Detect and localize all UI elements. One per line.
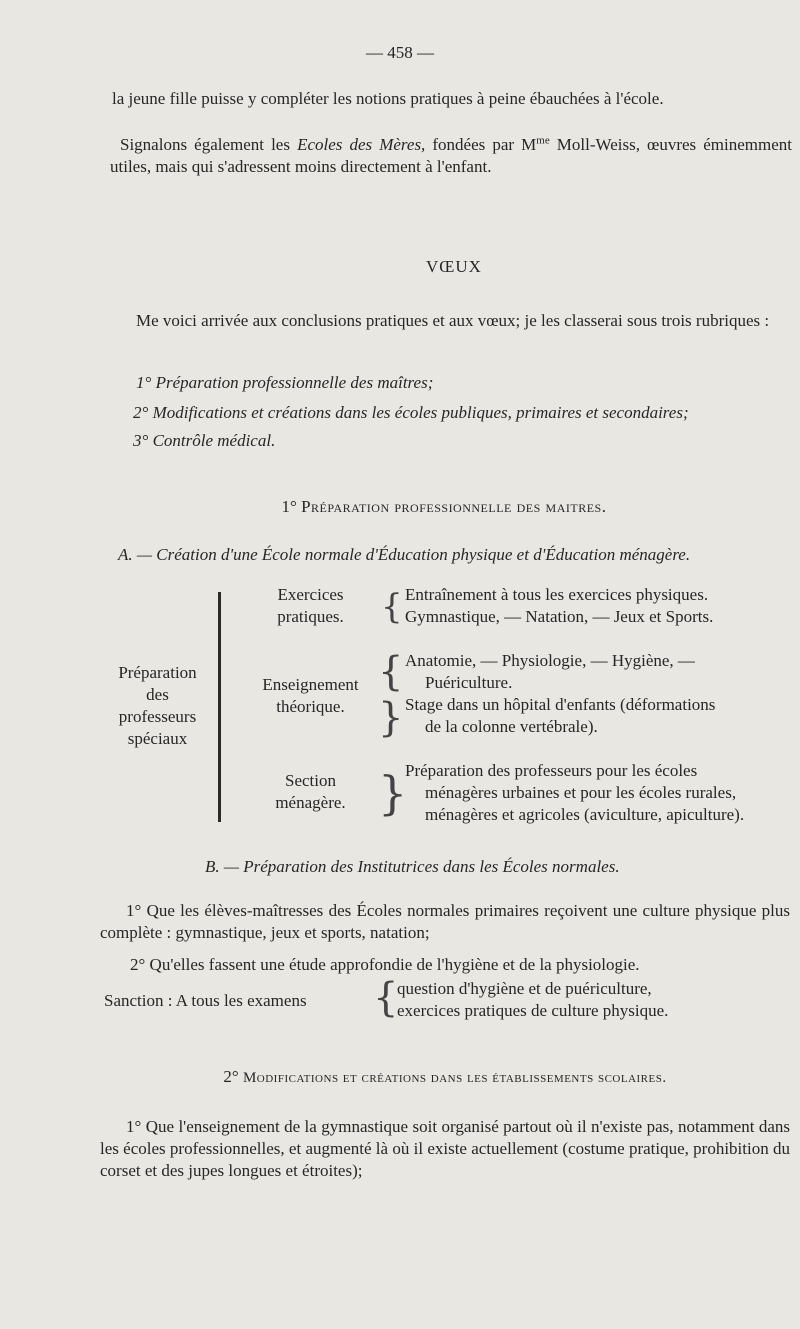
- row2-label: [248, 674, 373, 718]
- left-label-line-2: des: [146, 685, 169, 704]
- row2-item-1: Anatomie, — Physiologie, — Hygiène, —: [405, 651, 695, 670]
- table-left-label: [100, 662, 215, 750]
- row3-label-line-2: ménagère.: [275, 793, 346, 812]
- row3-item-3: ménagères et agricoles (aviculture, apiculture).: [425, 805, 745, 824]
- section1-heading: [0, 496, 800, 518]
- sanction-items: [397, 978, 777, 1022]
- b-paragraph-2: 2° Qu'elles fassent une étude approfondie de l'hygiène et de la physiologie.: [130, 955, 640, 974]
- row3-brace: }: [378, 766, 408, 820]
- row2-brace-top: {: [378, 649, 404, 695]
- row2-item-2: Puériculture.: [425, 673, 513, 692]
- section2-heading: [0, 1066, 800, 1089]
- intro-paragraph-1: la jeune fille puisse y compléter les notions pratiques à peine ébauchées à l'école.: [112, 89, 664, 108]
- sanction-item-2: exercices pratiques de culture physique.: [397, 1001, 669, 1020]
- row1-item-1: Entraînement à tous les exercices physiques.: [405, 585, 709, 604]
- row3-items: [405, 760, 790, 826]
- row1-brace: {: [381, 587, 403, 627]
- left-label-line-4: spéciaux: [127, 729, 188, 748]
- sanction-brace: {: [373, 975, 399, 1021]
- row2-items: [405, 650, 790, 738]
- voeux-heading: VŒUX: [426, 257, 482, 276]
- intro-paragraph-2: [110, 134, 792, 178]
- intro-p2-sup: me: [536, 134, 550, 147]
- voeux-item-1: [136, 372, 433, 394]
- row2-brace-bottom: }: [378, 695, 404, 741]
- row1-item-2: Gymnastique, — Natation, — Jeux et Sports.: [405, 607, 714, 626]
- intro-p2-start: Signalons également les: [120, 135, 298, 154]
- row2-label-line-2: théorique.: [276, 697, 345, 716]
- voeux-item-2-text: Modifications et créations dans les écoles publiques, primaires et secondaires;: [152, 403, 689, 422]
- sanction-label: Sanction : A tous les examens: [104, 991, 307, 1010]
- voeux-item-1-num: 1°: [136, 373, 152, 392]
- section1-subheading-b: B. — Préparation des Institutrices dans les Écoles normales.: [205, 857, 620, 876]
- voeux-paragraph: Me voici arrivée aux conclusions pratiques et aux vœux; je les classerai sous trois rubriques :: [136, 311, 770, 330]
- voeux-item-2: [133, 402, 689, 424]
- section2-heading-num: 2°: [223, 1067, 239, 1086]
- section1-heading-text: Préparation professionnelle des maitres.: [301, 497, 607, 516]
- page-number: — 458 —: [366, 43, 434, 62]
- row1-label-line-1: Exercices: [277, 585, 344, 604]
- table-left-divider: [218, 592, 221, 822]
- section2-paragraph-1: 1° Que l'enseignement de la gymnastique soit organisé partout où il n'existe pas, notamment dans les écoles professionnelles, et augmenté là où il existe actuellement (costume pratique, prohibition du corset et des jupes longues et étroites);: [100, 1117, 790, 1180]
- intro-p2-end: Moll-Weiss, œuvres éminemment utiles, mais qui s'adressent moins directement à l'enfant.: [110, 135, 792, 176]
- intro-p2-mid: fondées par M: [425, 135, 537, 154]
- row3-label-line-1: Section: [285, 771, 336, 790]
- section1-subheading-a: A. — Création d'une École normale d'Éducation physique et d'Éducation ménagère.: [118, 545, 691, 564]
- left-label-line-1: Préparation: [118, 663, 197, 682]
- sanction-item-1: question d'hygiène et de puériculture,: [397, 979, 652, 998]
- row3-label: [248, 770, 373, 814]
- voeux-item-2-num: 2°: [133, 403, 149, 422]
- section2-heading-text: Modifications et créations dans les établissements scolaires.: [242, 1070, 667, 1086]
- b-paragraph-1: 1° Que les élèves-maîtresses des Écoles normales primaires reçoivent une culture physique plus complète : gymnastique, jeux et sports, natation;: [100, 901, 790, 942]
- left-label-line-3: professeurs: [118, 707, 197, 726]
- voeux-item-1-text: Préparation professionnelle des maîtres;: [155, 373, 434, 392]
- section1-heading-num: 1°: [281, 497, 297, 516]
- voeux-item-3: [133, 430, 275, 452]
- row3-item-2: ménagères urbaines et pour les écoles rurales,: [425, 783, 737, 802]
- row1-label-line-2: pratiques.: [277, 607, 344, 626]
- intro-p2-italic: Ecoles des Mères,: [297, 135, 426, 154]
- row1-label: [248, 584, 373, 628]
- voeux-item-3-num: 3°: [133, 431, 149, 450]
- row3-item-1: Préparation des professeurs pour les écoles: [405, 761, 698, 780]
- row2-item-3: Stage dans un hôpital d'enfants (déformations: [405, 695, 716, 714]
- row1-items: [405, 584, 790, 628]
- row2-item-4: de la colonne vertébrale).: [425, 717, 598, 736]
- row2-label-line-1: Enseignement: [262, 675, 359, 694]
- voeux-item-3-text: Contrôle médical.: [152, 431, 276, 450]
